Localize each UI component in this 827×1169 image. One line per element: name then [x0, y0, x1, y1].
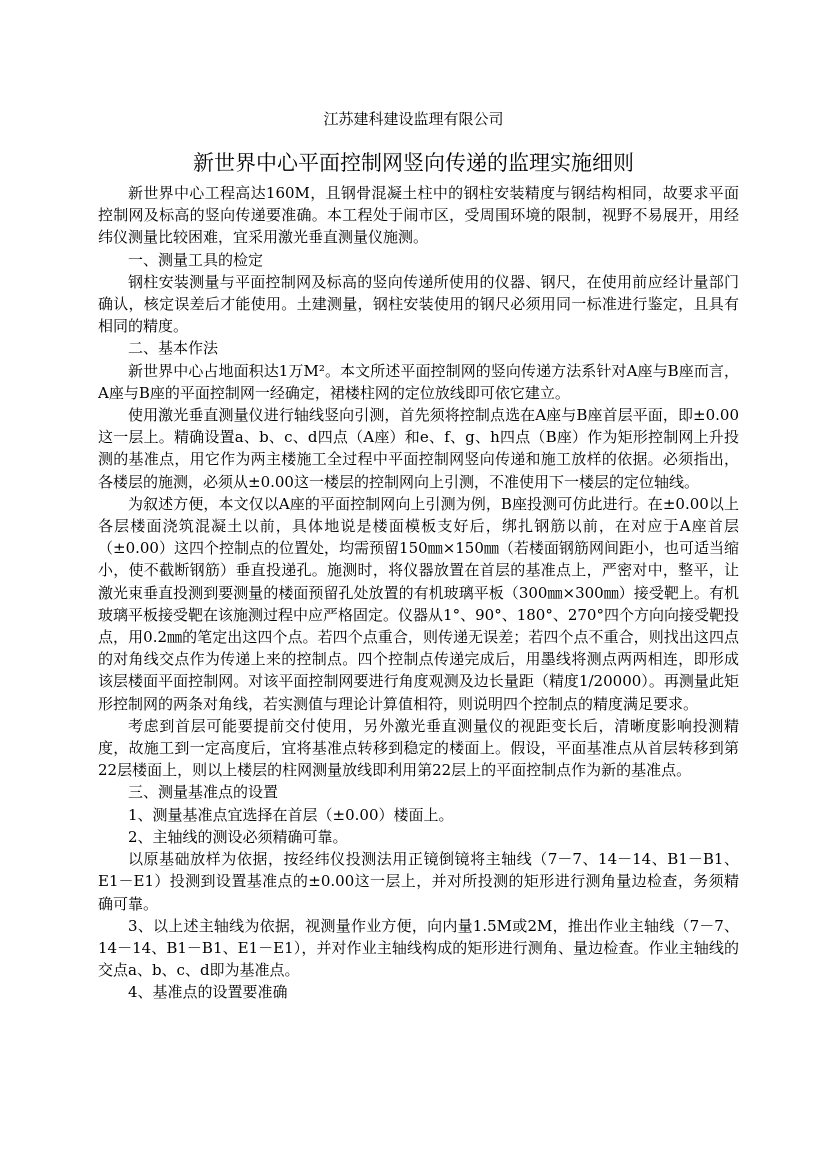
list-item: 1、测量基准点宜选择在首层（±0.00）楼面上。	[128, 805, 454, 824]
paragraph: 钢柱安装测量与平面控制网及标高的竖向传递所使用的仪器、钢尺，在使用前应经计量部门确认，核定误差后才能使用。土建测量，钢柱安装使用的钢尺必须用同一标准进行鉴定，且具有相同的精度。	[98, 272, 739, 336]
paragraph: 新世界中心占地面积达1万M²。本文所述平面控制网的竖向传递方法系针对A座与B座而言，A座与B座的平面控制网一经确定，裙楼柱网的定位放线即可依它建立。	[98, 361, 739, 402]
list-item: 3、以上述主轴线为依据，视测量作业方便，向内量1.5M或2M，推出作业主轴线（7－7、14－14、B1－B1、E1－E1），并对作业主轴线构成的矩形进行测角、量边检查。作业主轴线的交点a、b、c、d即为基准点。	[98, 916, 739, 980]
paragraph: 以原基础放样为依据，按经纬仪投测法用正镜倒镜将主轴线（7－7、14－14、B1－B1、E1－E1）投测到设置基准点的±0.00这一层上，并对所投测的矩形进行测角量边检查，务须精确可靠。	[98, 850, 739, 913]
paragraph: 考虑到首层可能要提前交付使用，另外激光垂直测量仪的视距变长后，清晰度影响投测精度，故施工到一定高度后，宜将基准点转移到稳定的楼面上。假设，平面基准点从首层转移到第22层楼面上，则以上楼层的柱网测量放线即利用第22层上的平面控制点作为新的基准点。	[98, 716, 739, 780]
section-heading: 三、测量基准点的设置	[128, 783, 279, 802]
document-body	[98, 182, 739, 1004]
document-title: 新世界中心平面控制网竖向传递的监理实施细则	[193, 151, 634, 175]
section-heading: 二、基本作法	[128, 339, 219, 358]
section-heading: 一、测量工具的检定	[128, 250, 264, 269]
paragraph: 使用激光垂直测量仪进行轴线竖向引测，首先须将控制点选在A座与B座首层平面，即±0.00这一层上。精确设置a、b、c、d四点（A座）和e、f、g、h四点（B座）作为矩形控制网上升投测的基准点，用它作为两主楼施工全过程中平面控制网竖向传递和施工放样的依据。必须指出，各楼层的施测，必须从±0.00这一楼层的控制网向上引测，不准使用下一楼层的定位轴线。	[98, 406, 739, 491]
list-item: 4、基准点的设置要准确	[128, 983, 288, 1002]
list-item: 2、主轴线的测设必须精确可靠。	[128, 827, 348, 846]
paragraph-intro: 新世界中心工程高达160M，且钢骨混凝土柱中的钢柱安装精度与钢结构相同，故要求平面控制网及标高的竖向传递要准确。本工程处于闹市区，受周围环境的限制，视野不易展开，用经纬仪测量比较困难，宜采用激光垂直测量仪施测。	[98, 184, 739, 247]
paragraph: 为叙述方便，本文仅以A座的平面控制网向上引测为例，B座投测可仿此进行。在±0.00以上各层楼面浇筑混凝土以前，具体地说是楼面模板支好后，绑扎钢筋以前，在对应于A座首层（±0.00）这四个控制点的位置处，均需预留150㎜×150㎜（若楼面钢筋网间距小，也可适当缩小，使不截断钢筋）垂直投递孔。施测时，将仪器放置在首层的基准点上，严密对中，整平，让激光束垂直投测到要测量的楼面预留孔处放置的有机玻璃平板（300㎜×300㎜）接受靶上。有机玻璃平板接受靶在该施测过程中应严格固定。仪器从1°、90°、180°、270°四个方向向接受靶投点，用0.2㎜的笔定出这四个点。若四个点重合，则传递无误差；若四个点不重合，则找出这四点的对角线交点作为传递上来的控制点。四个控制点传递完成后，用墨线将测点两两相连，即形成该层楼面平面控制网。对该平面控制网要进行角度观测及边长量距（精度1/20000）。再测量此矩形控制网的两条对角线，若实测值与理论计算值相符，则说明四个控制点的精度满足要求。	[98, 494, 739, 713]
company-name: 江苏建科建设监理有限公司	[323, 110, 504, 128]
